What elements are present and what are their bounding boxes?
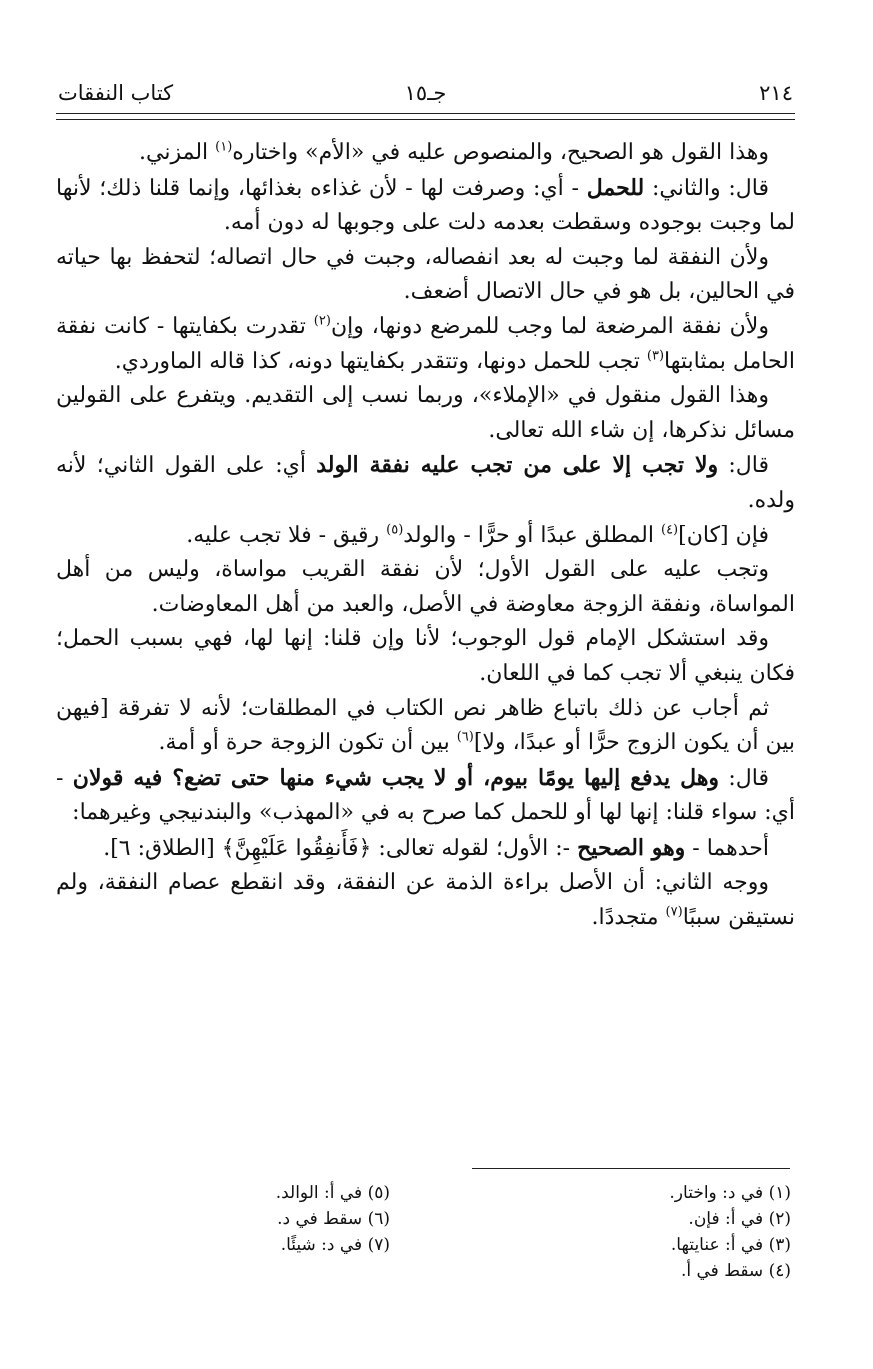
- footnote-ref: (٢): [313, 313, 331, 329]
- header-rule-bottom: [56, 119, 795, 120]
- paragraph: [56, 379, 795, 448]
- book-title: كتاب النفقات: [58, 81, 174, 105]
- footnote-separator: [472, 1168, 790, 1169]
- text-run: تقدرت بكفايتها - كانت نفقة الحامل بمثابتها: [56, 313, 795, 374]
- footnote: (٣) في أ: عنايتها.: [670, 1235, 791, 1255]
- paragraph: [56, 866, 795, 935]
- footnotes-column-right: [471, 1180, 791, 1284]
- paragraph: [56, 448, 795, 518]
- text-run: قال: والثاني:: [644, 175, 769, 201]
- quoted-matn: وهو الصحيح: [577, 834, 686, 861]
- paragraph: [56, 241, 795, 310]
- paragraph: [56, 692, 795, 761]
- text-run: أي: على القول الثاني؛ لأنه ولده.: [56, 453, 795, 513]
- footnote-ref: (٦): [456, 729, 474, 745]
- text-run: المطلق عبدًا أو حرًّا - والولد: [403, 522, 661, 548]
- paragraph: [56, 553, 795, 622]
- text-run: متجددًا.: [591, 905, 666, 931]
- text-run: قال:: [718, 453, 770, 479]
- paragraph: [56, 136, 795, 171]
- footnote: (٥) في أ: الوالد.: [275, 1183, 390, 1203]
- text-run: - أي: سواء قلنا: إنها لها أو للحمل كما صرح به في «المهذب» والبندنيجي وغيرهما:: [56, 765, 795, 826]
- text-run: ووجه الثاني: أن الأصل براءة الذمة عن النفقة، وقد انقطع عصام النفقة، ولم نستيقن سببًا: [56, 870, 795, 931]
- paragraph: [56, 171, 795, 241]
- footnote: (٧) في د: شيئًا.: [280, 1235, 390, 1255]
- quoted-matn: وهل يدفع إليها يومًا بيوم، أو لا يجب شيء منها حتى تضع؟ فيه قولان: [72, 764, 720, 791]
- text-run: فإن [كان]: [678, 522, 769, 548]
- footnote: (٦) سقط في د.: [277, 1209, 390, 1229]
- paragraph: [56, 622, 795, 691]
- running-header: [58, 78, 793, 108]
- footnote: (٤) سقط في أ.: [680, 1261, 791, 1281]
- text-run: وتجب عليه على القول الأول؛ لأن نفقة القريب مواساة، وليس من أهل المواساة، ونفقة الزوجة معاوضة في الأصل، والعبد من أهل المعاوضات.: [56, 557, 795, 617]
- header-rule-top: [56, 113, 795, 114]
- text-run: تجب للحمل دونها، وتتقدر بكفايتها دونه، كذا قاله الماوردي.: [114, 348, 647, 374]
- footnote: (١) في د: واختار.: [669, 1183, 791, 1203]
- quoted-matn: للحمل: [586, 174, 645, 201]
- text-run: المزني.: [139, 140, 216, 165]
- page-number: ٢١٤: [759, 81, 793, 105]
- text-run: ولأن نفقة المرضعة لما وجب للمرضع دونها، وإن: [330, 313, 769, 339]
- footnote-ref: (٣): [646, 348, 665, 364]
- footnotes-column-left: [170, 1180, 390, 1258]
- quoted-matn: ولا تجب إلا على من تجب عليه نفقة الولد: [316, 452, 719, 479]
- paragraph: [56, 831, 795, 867]
- text-run: -: الأول؛ لقوله تعالى: ﴿فَأَنفِقُوا عَلَيْهِنَّ﴾ [الطلاق: ٦].: [103, 835, 578, 861]
- footnote: (٢) في أ: فإن.: [688, 1209, 791, 1229]
- paragraph: [56, 310, 795, 379]
- text-run: وهذا القول منقول في «الإملاء»، وربما نسب إلى التقديم. ويتفرع على القولين مسائل نذكرها، إن شاء الله تعالى.: [56, 383, 795, 443]
- text-run: بين أن تكون الزوجة حرة أو أمة.: [158, 730, 457, 756]
- text-run: رقيق - فلا تجب عليه.: [186, 522, 387, 548]
- footnote-ref: (١): [215, 139, 233, 155]
- text-run: قال:: [719, 765, 770, 791]
- text-run: وقد استشكل الإمام قول الوجوب؛ لأنا وإن قلنا: إنها لها، فهي بسبب الحمل؛ فكان ينبغي ألا تجب كما في اللعان.: [56, 626, 795, 686]
- paragraph: [56, 761, 795, 831]
- footnote-ref: (٧): [665, 904, 683, 920]
- text-run: ولأن النفقة لما وجبت له بعد انفصاله، وجبت في حال اتصاله؛ لتحفظ بها حياته في الحالين، بل هو في حال الاتصال أضعف.: [56, 244, 795, 305]
- text-run: وهذا القول هو الصحيح، والمنصوص عليه في «الأم» واختاره: [232, 140, 769, 165]
- text-run: ثم أجاب عن ذلك باتباع ظاهر نص الكتاب في المطلقات؛ لأنه لا تفرقة [فيهن بين أن يكون الزوج حرًّا أو عبدًا، ولا]: [56, 695, 795, 756]
- footnote-ref: (٤): [660, 522, 679, 538]
- main-text: [56, 136, 795, 936]
- text-run: أحدهما -: [685, 835, 769, 861]
- footnote-ref: (٥): [386, 522, 404, 538]
- volume-number: جـ١٥: [404, 81, 447, 105]
- paragraph: [56, 519, 795, 554]
- text-run: - أي: وصرفت لها - لأن غذاءه بغذائها، وإنما قلنا ذلك؛ لأنها لما وجبت بوجوده وسقطت بعدمه دلت على وجوبها له دون أمه.: [56, 175, 795, 236]
